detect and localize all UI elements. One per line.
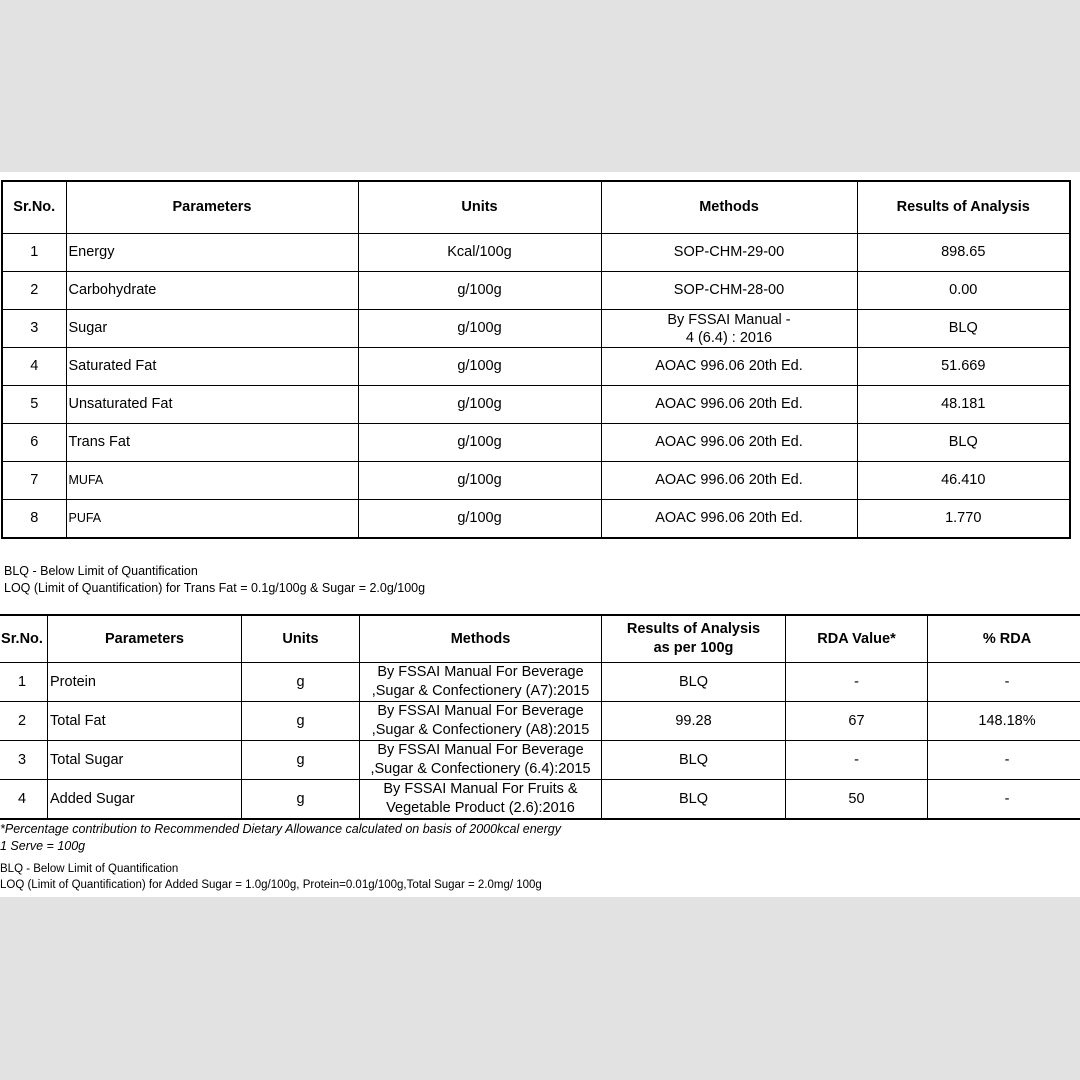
parameter-cell: MUFA: [66, 462, 358, 500]
header-sr-no: Sr.No.: [2, 181, 66, 234]
header-methods: Methods: [601, 181, 857, 234]
method-cell: SOP-CHM-28-00: [601, 272, 857, 310]
table-row: [2, 310, 1070, 348]
result-cell: BLQ: [602, 780, 786, 820]
sr-cell: 8: [2, 500, 66, 539]
result-cell: 48.181: [857, 386, 1070, 424]
table-row: [2, 500, 1070, 539]
unit-cell: Kcal/100g: [358, 234, 601, 272]
table-row: [2, 424, 1070, 462]
parameter-cell: Trans Fat: [66, 424, 358, 462]
unit-cell: g/100g: [358, 500, 601, 539]
serve-note: 1 Serve = 100g: [0, 839, 86, 853]
method-line-2: ,Sugar & Confectionery (A7):2015: [371, 683, 590, 699]
sr-cell: 3: [0, 741, 48, 780]
unit-cell: g/100g: [358, 424, 601, 462]
method-line-1: By FSSAI Manual For Beverage: [377, 664, 584, 680]
sr-cell: 1: [0, 663, 48, 702]
unit-cell: g/100g: [358, 386, 601, 424]
header-units: Units: [358, 181, 601, 234]
blq-note: BLQ - Below Limit of Quantification: [4, 564, 198, 578]
parameter-cell: Unsaturated Fat: [66, 386, 358, 424]
result-cell: 51.669: [857, 348, 1070, 386]
report-sheet: [0, 172, 1080, 897]
unit-cell: g: [242, 702, 360, 741]
unit-cell: g/100g: [358, 348, 601, 386]
method-line-1: By FSSAI Manual For Fruits &: [383, 781, 578, 797]
parameter-cell: Protein: [48, 663, 242, 702]
parameter-cell: Saturated Fat: [66, 348, 358, 386]
table-row: [0, 780, 1080, 820]
method-cell: SOP-CHM-29-00: [601, 234, 857, 272]
method-cell: AOAC 996.06 20th Ed.: [601, 500, 857, 539]
table-row: [2, 386, 1070, 424]
table-row: [2, 272, 1070, 310]
method-cell: [360, 663, 602, 702]
sr-cell: 4: [0, 780, 48, 820]
method-line-2: Vegetable Product (2.6):2016: [386, 800, 575, 816]
blq-note-2: BLQ - Below Limit of Quantification: [0, 863, 179, 875]
header-results: Results of Analysis: [857, 181, 1070, 234]
method-line-2: ,Sugar & Confectionery (A8):2015: [371, 722, 590, 738]
header-results-line-2: as per 100g: [653, 640, 734, 656]
header-results-line-1: Results of Analysis: [626, 621, 761, 637]
method-cell: [601, 310, 857, 348]
result-cell: 46.410: [857, 462, 1070, 500]
header-methods: Methods: [360, 615, 602, 663]
table-row: [2, 234, 1070, 272]
sr-cell: 5: [2, 386, 66, 424]
unit-cell: g: [242, 780, 360, 820]
result-cell: 898.65: [857, 234, 1070, 272]
loq-note: LOQ (Limit of Quantification) for Trans Fat = 0.1g/100g & Sugar = 2.0g/100g: [4, 581, 426, 595]
parameter-cell: Total Sugar: [48, 741, 242, 780]
rda-cell: 67: [786, 702, 928, 741]
table-row: [2, 348, 1070, 386]
method-cell: AOAC 996.06 20th Ed.: [601, 386, 857, 424]
result-cell: BLQ: [857, 424, 1070, 462]
pct-rda-cell: -: [928, 663, 1080, 702]
header-parameters: Parameters: [48, 615, 242, 663]
pct-rda-cell: -: [928, 741, 1080, 780]
sr-cell: 4: [2, 348, 66, 386]
method-cell: AOAC 996.06 20th Ed.: [601, 424, 857, 462]
sr-cell: 2: [2, 272, 66, 310]
pct-rda-cell: 148.18%: [928, 702, 1080, 741]
method-line-2: 4 (6.4) : 2016: [685, 329, 773, 346]
method-line-1: By FSSAI Manual For Beverage: [377, 742, 584, 758]
table-header-row: [0, 615, 1080, 663]
table-header-row: [2, 181, 1070, 234]
header-rda-value: RDA Value*: [786, 615, 928, 663]
method-cell: [360, 741, 602, 780]
analysis-table: [1, 180, 1071, 539]
parameter-cell: Energy: [66, 234, 358, 272]
method-cell: [360, 702, 602, 741]
unit-cell: g/100g: [358, 310, 601, 348]
rda-cell: -: [786, 741, 928, 780]
sr-cell: 1: [2, 234, 66, 272]
rda-cell: 50: [786, 780, 928, 820]
sr-cell: 3: [2, 310, 66, 348]
header-results: [602, 615, 786, 663]
unit-cell: g: [242, 663, 360, 702]
table-row: [0, 663, 1080, 702]
method-line-1: By FSSAI Manual For Beverage: [377, 703, 584, 719]
header-units: Units: [242, 615, 360, 663]
method-cell: AOAC 996.06 20th Ed.: [601, 348, 857, 386]
pct-rda-cell: -: [928, 780, 1080, 820]
rda-footnote: *Percentage contribution to Recommended Dietary Allowance calculated on basis of 2000kcal energy: [0, 822, 561, 836]
method-line-1: By FSSAI Manual -: [667, 311, 791, 328]
unit-cell: g/100g: [358, 462, 601, 500]
method-cell: AOAC 996.06 20th Ed.: [601, 462, 857, 500]
header-sr-no: Sr.No.: [0, 615, 48, 663]
parameter-cell: Added Sugar: [48, 780, 242, 820]
parameter-cell: Total Fat: [48, 702, 242, 741]
rda-cell: -: [786, 663, 928, 702]
method-line-2: ,Sugar & Confectionery (6.4):2015: [370, 761, 591, 777]
result-cell: BLQ: [857, 310, 1070, 348]
table-row: [0, 702, 1080, 741]
parameter-cell: Carbohydrate: [66, 272, 358, 310]
loq-note-2: LOQ (Limit of Quantification) for Added Sugar = 1.0g/100g, Protein=0.01g/100g,Total Sugar = 2.0mg/ 100g: [0, 879, 542, 891]
header-parameters: Parameters: [66, 181, 358, 234]
header-pct-rda: % RDA: [928, 615, 1080, 663]
parameter-cell: Sugar: [66, 310, 358, 348]
parameter-cell: PUFA: [66, 500, 358, 539]
result-cell: 0.00: [857, 272, 1070, 310]
sr-cell: 6: [2, 424, 66, 462]
result-cell: 1.770: [857, 500, 1070, 539]
method-cell: [360, 780, 602, 820]
sr-cell: 2: [0, 702, 48, 741]
rda-table: [0, 614, 1080, 820]
unit-cell: g/100g: [358, 272, 601, 310]
unit-cell: g: [242, 741, 360, 780]
sr-cell: 7: [2, 462, 66, 500]
result-cell: 99.28: [602, 702, 786, 741]
result-cell: BLQ: [602, 663, 786, 702]
result-cell: BLQ: [602, 741, 786, 780]
table-row: [2, 462, 1070, 500]
table-row: [0, 741, 1080, 780]
